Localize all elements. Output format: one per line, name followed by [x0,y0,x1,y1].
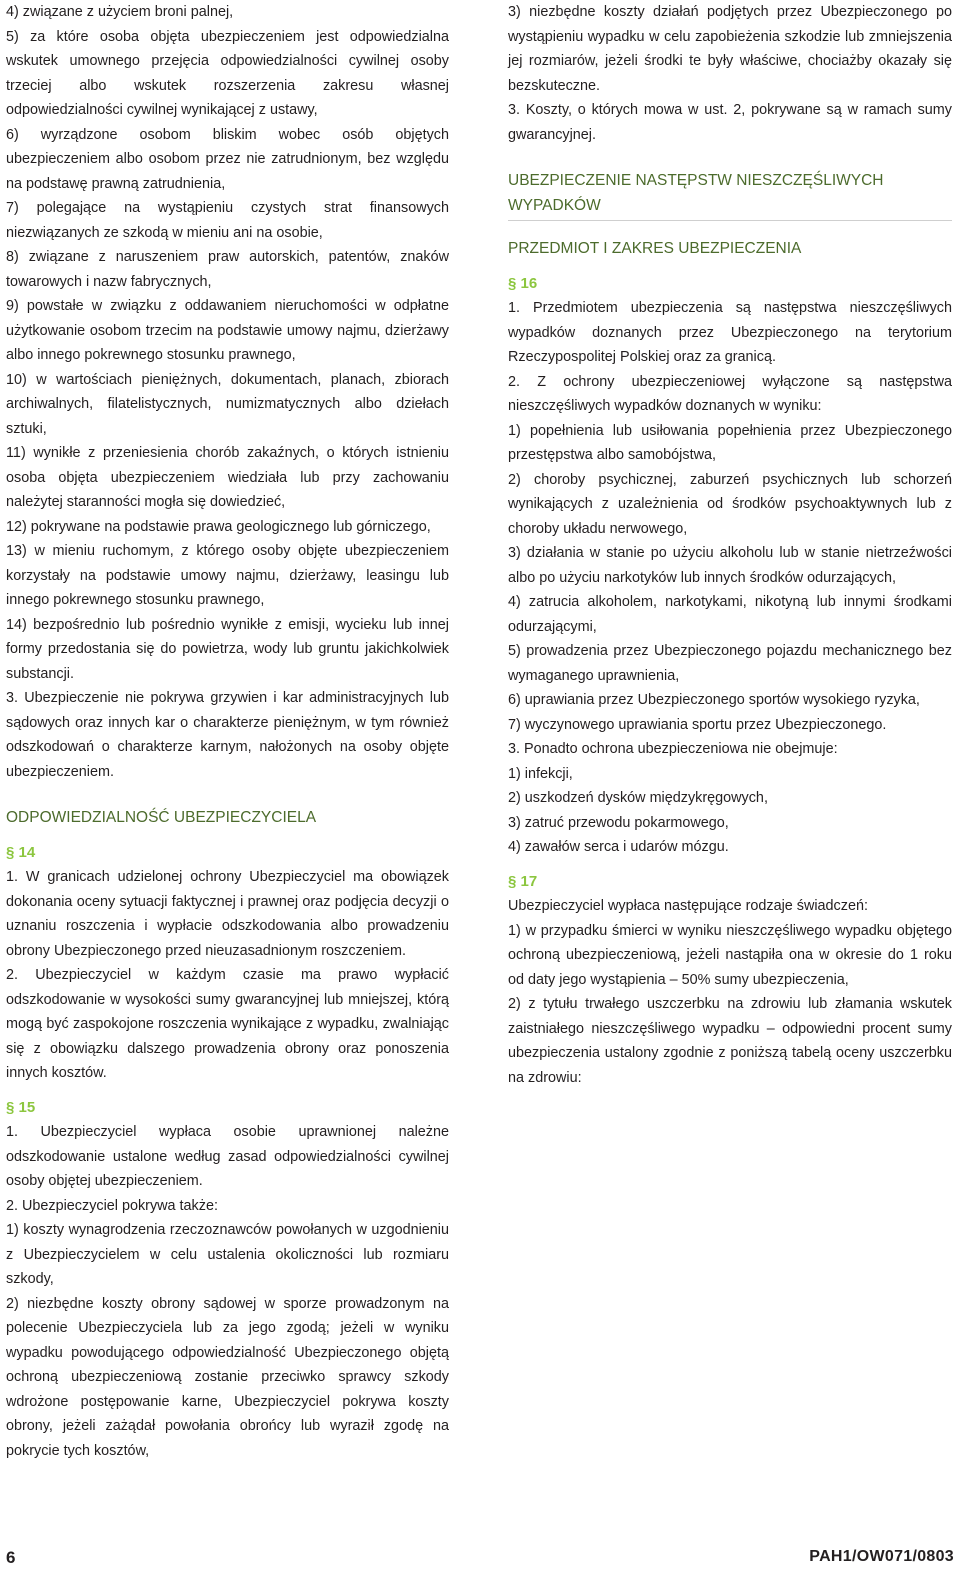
paragraph: 2) uszkodzeń dysków międzykręgowych, [508,790,768,806]
paragraph: 7) wyczynowego uprawiania sportu przez Ubezpieczonego. [508,716,887,733]
paragraph: 3. Ubezpieczenie nie pokrywa grzywien i kar administracyjnych lub sądowych oraz innych kar o charakterze pieniężnym, w tym również odszkodowań o charakterze karnym, nałożonych na osoby objęte ubezpieczeniem. [6,690,449,780]
paragraph: 3) działania w stanie po użyciu alkoholu lub w stanie nietrzeźwości albo po użyciu narkotyków lub innych środków odurzających, [508,545,952,586]
paragraph: Ubezpieczyciel wypłaca następujące rodzaje świadczeń: [508,898,868,914]
paragraph-number: § 14 [6,843,36,861]
paragraph: 3) zatruć przewodu pokarmowego, [508,814,729,831]
paragraph: 4) związane z użyciem broni palnej, [6,4,234,20]
paragraph: 1) popełnienia lub usiłowania popełnienia przez Ubezpieczonego przestępstwa albo samobójstwa, [508,422,952,463]
left-column [6,0,449,1463]
paragraph: 9) powstałe w związku z oddawaniem nieruchomości w odpłatne użytkowanie osobom trzecim na podstawie umowy najmu, dzierżawy albo innego pokrewnego stosunku prawnego, [6,298,449,363]
paragraph: 5) prowadzenia przez Ubezpieczonego pojazdu mechanicznego bez wymaganego uprawnienia, [508,643,952,684]
section-heading: PRZEDMIOT I ZAKRES UBEZPIECZENIA [508,240,802,257]
spacer [508,147,952,169]
spacer [508,860,952,870]
spacer [508,262,952,272]
paragraph: 2) z tytułu trwałego uszczerbku na zdrowiu lub złamania wskutek zaistniałego nieszczęśliwego wypadku – odpowiedni procent sumy ubezpieczenia ustalony zgodnie z poniższą tabelą oceny uszczerbku na zdrowiu: [508,996,952,1086]
paragraph: 3) niezbędne koszty działań podjętych przez Ubezpieczonego po wystąpieniu wypadku w celu zapobieżenia szkodzie lub zmniejszenia jej rozmiarów, jeżeli środki te były właściwe, chociażby okazały się bezskuteczne. [508,4,952,94]
spacer [6,831,449,841]
paragraph-number: § 17 [508,872,538,890]
paragraph: 14) bezpośrednio lub pośrednio wynikłe z emisji, wycieku lub innej formy przedostania się do powietrza, wody lub gruntu jakichkolwiek substancji. [6,616,449,682]
paragraph-number: § 15 [6,1098,36,1116]
paragraph: 3. Ponadto ochrona ubezpieczeniowa nie obejmuje: [508,741,838,757]
paragraph: 5) za które osoba objęta ubezpieczeniem jest odpowiedzialna wskutek umownego przejęcia odpowiedzialności cywilnej osoby trzeciej albo wskutek rozszerzenia zakresu własnej odpowiedzialności cywilnej wynikającej z ustawy, [6,28,449,118]
paragraph-number: § 16 [508,274,538,292]
paragraph: 8) związane z naruszeniem praw autorskich, patentów, znaków towarowych i nazw fabrycznych, [6,249,449,290]
paragraph: 7) polegające na wystąpieniu czystych strat finansowych niezwiązanych ze szkodą w mieniu ani na osobie, [6,200,449,241]
paragraph-number-line [508,870,952,895]
paragraph: 6) uprawiania przez Ubezpieczonego sportów wysokiego ryzyka, [508,692,920,708]
paragraph: 13) w mieniu ruchomym, z którego osoby objęte ubezpieczeniem korzystały na podstawie umowy najmu, dzierżawy, leasingu lub innego pokrewnego stosunku prawnego, [6,543,449,608]
paragraph: 1) w przypadku śmierci w wyniku nieszczęśliwego wypadku objętego ochroną ubezpieczeniową, jeżeli nastąpiła ona w okresie do 1 roku od daty jego wystąpienia – 50% sumy ubezpieczenia, [508,922,952,988]
paragraph: 1) infekcji, [508,765,573,782]
section-heading: UBEZPIECZENIE NASTĘPSTW NIESZCZĘŚLIWYCH WYPADKÓW [508,169,952,221]
paragraph: 12) pokrywane na podstawie prawa geologicznego lub górniczego, [6,518,431,535]
paragraph: 2) niezbędne koszty obrony sądowej w sporze prowadzonym na polecenie Ubezpieczyciela lub za jego zgodą; jeżeli w wyniku wypadku powodującego odpowiedzialność Ubezpieczonego objętą ochroną ubezpieczeniową zostanie przeciwko sprawcy szkody wdrożone postępowanie karne, Ubezpieczyciel pokrywa koszty obrony, jeżeli zażądał powołania obrońcy lub wyraził zgodę na pokrycie tych kosztów, [6,1295,449,1459]
document-code: PAH1/OW071/0803 [809,1548,954,1565]
paragraph: 1. Przedmiotem ubezpieczenia są następstwa nieszczęśliwych wypadków doznanych przez Ubezpieczonego na terytorium Rzeczypospolitej Polskiej oraz za granicą. [508,300,952,365]
paragraph: 1. W granicach udzielonej ochrony Ubezpieczyciel ma obowiązek dokonania oceny sytuacji faktycznej i prawnej oraz podjęcia decyzji o uznaniu roszczenia i wypłacie odszkodowania albo prowadzeniu obrony Ubezpieczonego przed nieuzasadnionym roszczeniem. [6,869,449,959]
spacer [6,1086,449,1096]
spacer [6,784,449,806]
paragraph: 10) w wartościach pieniężnych, dokumentach, planach, zbiorach archiwalnych, filatelistycznych, numizmatycznych albo dziełach sztuki, [6,371,449,437]
paragraph: 1) koszty wynagrodzenia rzeczoznawców powołanych w uzgodnieniu z Ubezpieczycielem w celu ustalenia okoliczności lub rozmiaru szkody, [6,1222,449,1287]
spacer [508,221,952,237]
paragraph: 6) wyrządzone osobom bliskim wobec osób objętych ubezpieczeniem albo osobom przez nie zatrudnionym, bez względu na podstawę prawną zatrudnienia, [6,126,449,192]
paragraph: 4) zawałów serca i udarów mózgu. [508,839,729,855]
paragraph: 3. Koszty, o których mowa w ust. 2, pokrywane są w ramach sumy gwarancyjnej. [508,102,952,143]
section-heading: ODPOWIEDZIALNOŚĆ UBEZPIECZYCIELA [6,809,317,826]
paragraph: 2. Z ochrony ubezpieczeniowej wyłączone są następstwa nieszczęśliwych wypadków doznanych w wyniku: [508,373,952,414]
right-column [508,0,952,1090]
paragraph: 4) zatrucia alkoholem, narkotykami, nikotyną lub innymi środkami odurzającymi, [508,594,952,635]
paragraph-number-line [508,272,952,297]
paragraph: 2. Ubezpieczyciel pokrywa także: [6,1197,218,1214]
paragraph: 1. Ubezpieczyciel wypłaca osobie uprawnionej należne odszkodowanie ustalone według zasad odpowiedzialności cywilnej osoby objętej ubezpieczeniem. [6,1124,449,1189]
paragraph-number-line [6,841,449,866]
page-number: 6 [6,1548,16,1567]
paragraph-number-line [6,1096,449,1121]
paragraph: 11) wynikłe z przeniesienia chorób zakaźnych, o których istnieniu osoba objęta ubezpieczeniem wiedziała lub przy zachowaniu należytej staranności mogła się dowiedzieć, [6,445,449,510]
paragraph: 2) choroby psychicznej, zaburzeń psychicznych lub schorzeń wynikających z uzależnienia od środków psychoaktywnych lub z choroby układu nerwowego, [508,471,952,537]
paragraph: 2. Ubezpieczyciel w każdym czasie ma prawo wypłacić odszkodowanie w wysokości sumy gwarancyjnej lub mniejszej, którą mogą być zaspokojone roszczenia wynikające z wypadku, zwalniając się z obowiązku dalszego prowadzenia obrony oraz ponoszenia innych kosztów. [6,967,449,1081]
